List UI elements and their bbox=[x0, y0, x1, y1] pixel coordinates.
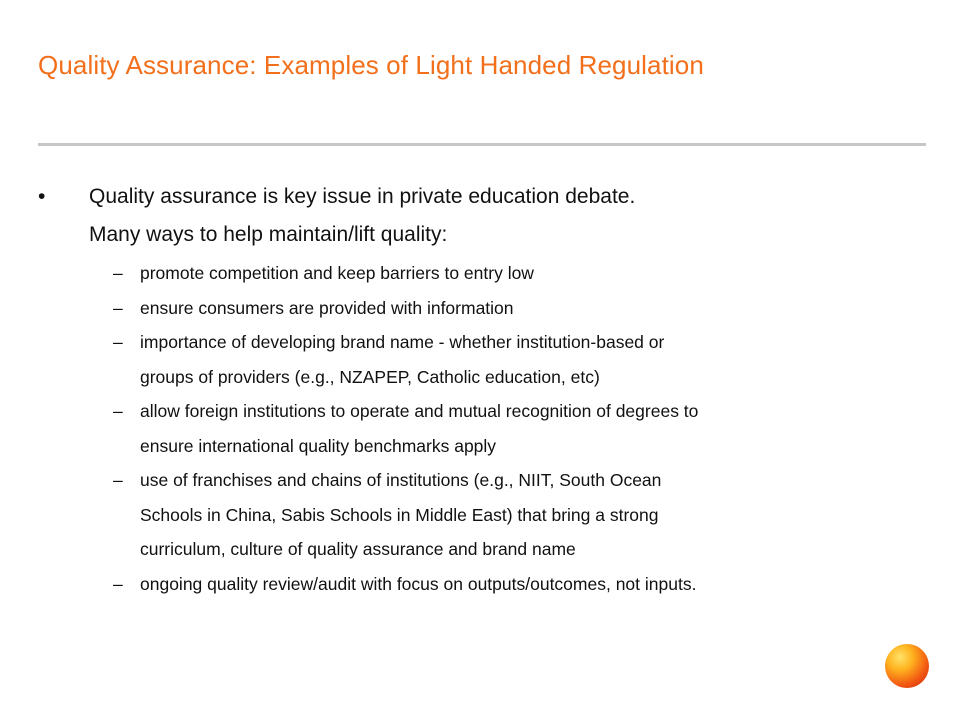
orange-sphere-logo-icon bbox=[885, 644, 929, 688]
sub-bullet-item bbox=[0, 394, 960, 463]
sub-bullet-item bbox=[0, 291, 960, 326]
sub-bullet-line: Schools in China, Sabis Schools in Middle East) that bring a strong bbox=[140, 504, 659, 525]
sub-bullet-line: promote competition and keep barriers to entry low bbox=[140, 263, 534, 283]
slide-content bbox=[0, 178, 960, 601]
sub-bullet-line: use of franchises and chains of institutions (e.g., NIIT, South Ocean bbox=[140, 470, 662, 490]
sub-bullet-line: groups of providers (e.g., NZAPEP, Catholic education, etc) bbox=[140, 366, 600, 387]
main-bullet-line: Quality assurance is key issue in private education debate. bbox=[89, 185, 636, 208]
title-divider bbox=[38, 143, 926, 146]
dash-marker: – bbox=[113, 573, 123, 594]
dash-marker: – bbox=[113, 470, 123, 490]
dash-marker: – bbox=[113, 297, 123, 318]
sub-bullet-line: allow foreign institutions to operate and mutual recognition of degrees to bbox=[140, 401, 699, 421]
dash-marker: – bbox=[113, 332, 123, 352]
sub-bullet-item bbox=[0, 463, 960, 567]
sub-bullet-item bbox=[0, 567, 960, 602]
sub-bullet-item bbox=[0, 256, 960, 291]
bullet-marker: • bbox=[38, 185, 46, 208]
sub-bullet-item bbox=[0, 325, 960, 394]
main-bullet bbox=[0, 178, 960, 254]
dash-marker: – bbox=[113, 401, 123, 421]
main-bullet-line: Many ways to help maintain/lift quality: bbox=[89, 223, 448, 246]
sub-bullet-line: importance of developing brand name - whether institution-based or bbox=[140, 332, 665, 352]
sub-bullet-line: ensure consumers are provided with information bbox=[140, 297, 514, 318]
sub-bullet-line: ensure international quality benchmarks apply bbox=[140, 435, 497, 456]
slide-title: Quality Assurance: Examples of Light Handed Regulation bbox=[38, 50, 704, 80]
sub-bullet-list bbox=[0, 256, 960, 601]
sub-bullet-line: ongoing quality review/audit with focus on outputs/outcomes, not inputs. bbox=[140, 573, 697, 594]
dash-marker: – bbox=[113, 263, 123, 283]
sub-bullet-line: curriculum, culture of quality assurance and brand name bbox=[140, 539, 576, 559]
